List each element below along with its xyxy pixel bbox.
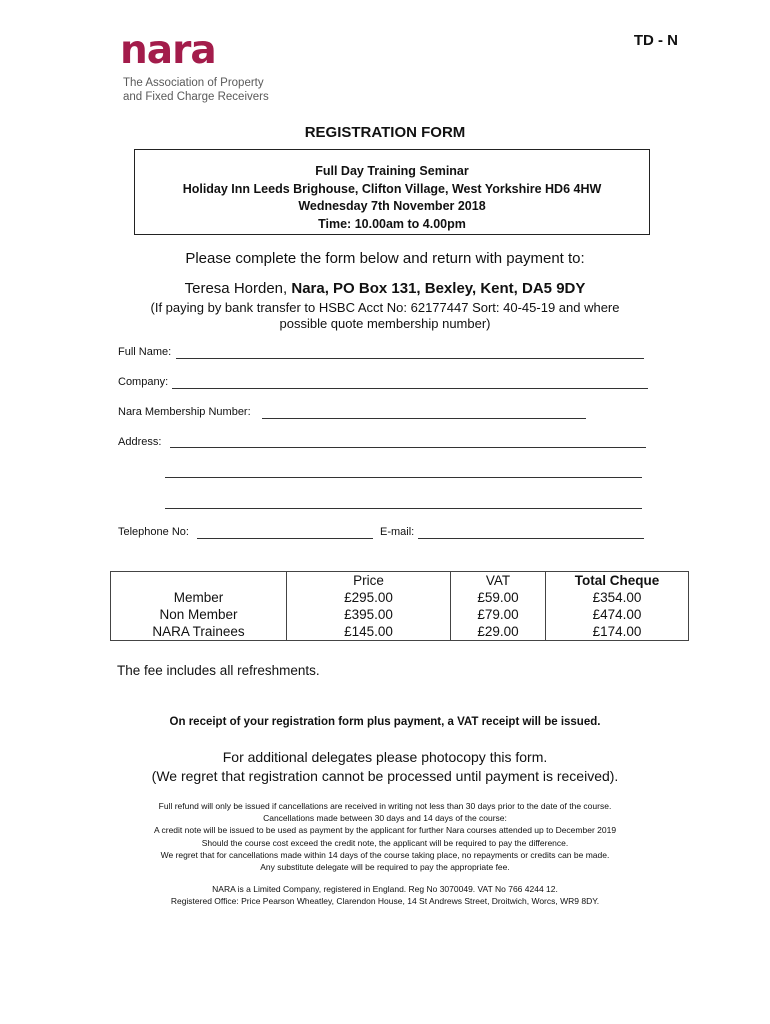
refund-line: We regret that for cancellations made within 14 days of the course taking place, no repayments or credits can be made. [160,849,610,860]
additional-delegates-note [0,748,770,786]
company-line[interactable] [172,388,648,389]
fees-header-blank [111,572,287,590]
fee-category: Member [111,589,287,606]
address-line-3[interactable] [165,508,642,509]
fee-category: Non Member [111,606,287,623]
full-name-label: Full Name: [118,346,172,358]
contact-address: Nara, PO Box 131, Bexley, Kent, DA5 9DY [291,280,586,297]
company-label: Company: [118,376,169,388]
fees-header-vat: VAT [451,572,546,590]
event-time: Time: 10.00am to 4.00pm [318,216,466,231]
additional-line-1: For additional delegates please photocopy this form. [222,749,548,765]
fees-header-price: Price [287,572,451,590]
fees-header-total: Total Cheque [546,572,689,590]
fee-vat: £59.00 [451,589,546,606]
event-venue: Holiday Inn Leeds Brighouse, Clifton Village, West Yorkshire HD6 4HW [182,181,602,196]
fee-total: £474.00 [546,606,689,623]
fee-price: £395.00 [287,606,451,623]
event-details-box [134,149,650,235]
address-line-1[interactable] [170,447,646,448]
fee-category: NARA Trainees [111,623,287,641]
refund-line: Full refund will only be issued if cancellations are received in writing not less than 30 days prior to the date of the course. [158,801,612,811]
vat-receipt-note: On receipt of your registration form plus payment, a VAT receipt will be issued. [169,716,601,728]
return-address [0,280,770,297]
membership-number-line[interactable] [262,418,586,419]
fees-row-member [111,589,689,606]
company-registration: NARA is a Limited Company, registered in England. Reg No 3070049. VAT No 766 4244 12. [212,884,558,894]
fee-price: £145.00 [287,623,451,641]
fees-row-trainees [111,623,689,641]
email-line[interactable] [418,538,644,539]
bank-note-line-1: (If paying by bank transfer to HSBC Acct No: 62177447 Sort: 40-45-19 and where [150,300,620,315]
fees-row-non-member [111,606,689,623]
fee-price: £295.00 [287,589,451,606]
bank-note-line-2: possible quote membership number) [279,316,491,331]
instructions-lead: Please complete the form below and return with payment to: [185,250,585,267]
logo-tagline-1: The Association of Property [123,77,264,89]
address-line-2[interactable] [165,477,642,478]
registered-office: Registered Office: Price Pearson Wheatley, Clarendon House, 14 St Andrews Street, Droitwich, Worcs, WR9 8DY. [170,896,600,907]
contact-name: Teresa Horden, [184,280,292,297]
company-info [0,883,770,907]
bank-transfer-note [0,300,770,332]
fee-vat: £29.00 [451,623,546,641]
logo-tagline-2: and Fixed Charge Receivers [123,91,269,103]
address-label: Address: [118,436,162,448]
membership-number-label: Nara Membership Number: [118,406,251,418]
fee-total: £174.00 [546,623,689,641]
refund-line: Any substitute delegate will be required to pay the appropriate fee. [260,862,510,873]
email-label: E-mail: [380,526,415,538]
fee-includes-note: The fee includes all refreshments. [117,663,320,678]
full-name-line[interactable] [176,358,644,359]
refund-line: Should the course cost exceed the credit note, the applicant will be required to pay the difference. [201,837,569,848]
event-type: Full Day Training Seminar [315,164,469,178]
fees-header-row [111,572,689,590]
form-title: REGISTRATION FORM [304,124,466,141]
telephone-label: Telephone No: [118,526,189,538]
refund-line: Cancellations made between 30 days and 14 days of the course: [263,813,507,824]
additional-line-2: (We regret that registration cannot be processed until payment is received). [151,768,619,784]
event-date: Wednesday 7th November 2018 [298,199,486,213]
fees-table [110,571,689,641]
fee-vat: £79.00 [451,606,546,623]
refund-line: A credit note will be issued to be used as payment by the applicant for further Nara courses attended up to December 2019 [153,825,617,836]
nara-logo: nara [120,28,216,73]
refund-policy [0,800,770,873]
fee-total: £354.00 [546,589,689,606]
telephone-line[interactable] [197,538,373,539]
form-reference: TD - N [633,32,678,49]
